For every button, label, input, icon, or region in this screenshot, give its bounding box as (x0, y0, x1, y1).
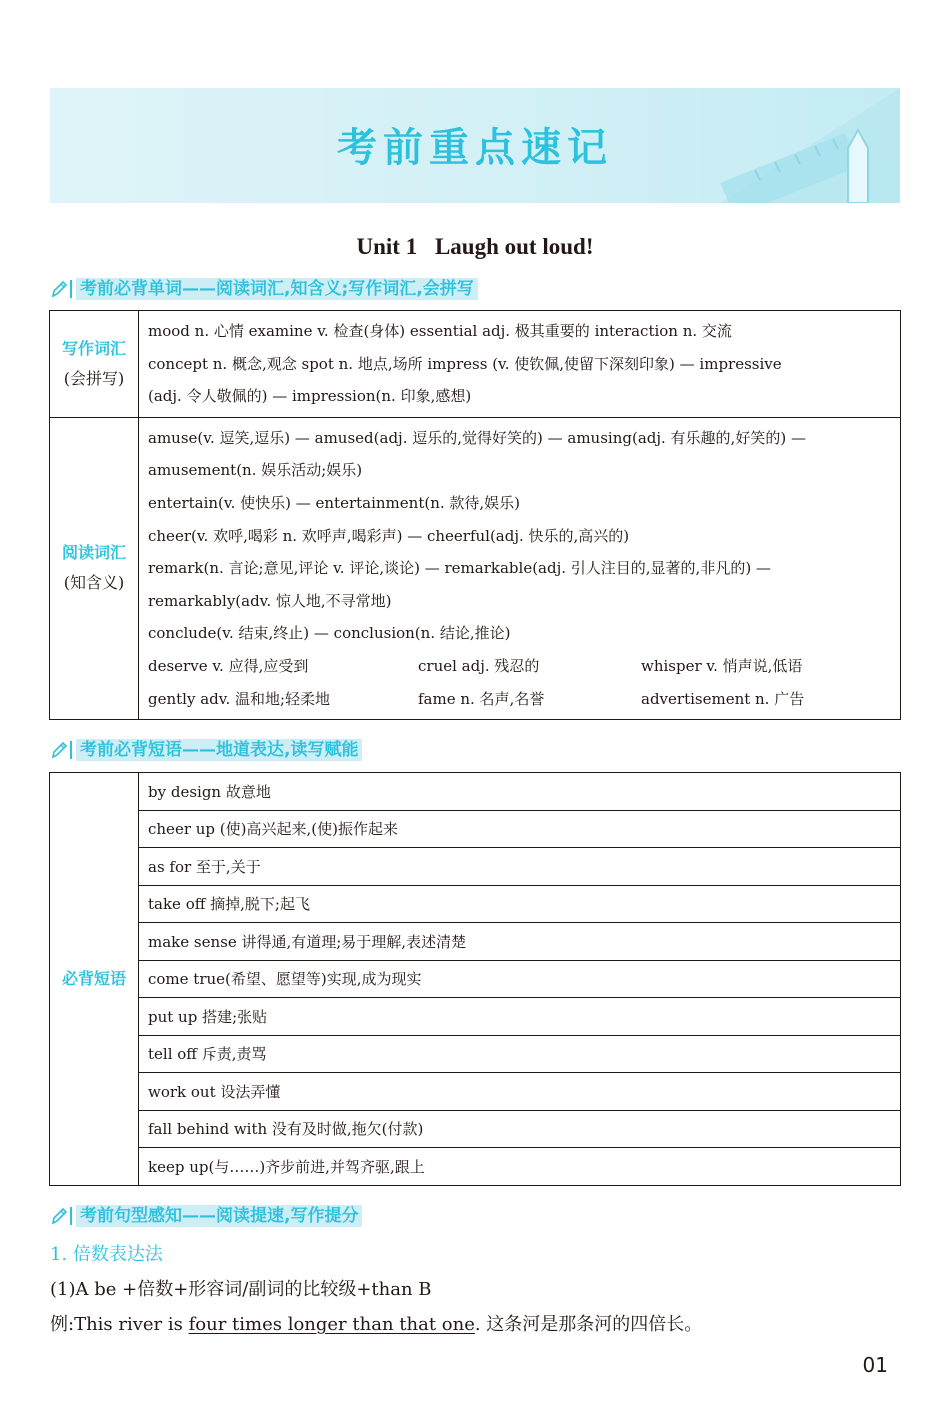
section-heading-text: 考前句型感知——阅读提速,写作提分 (76, 1205, 362, 1227)
reading-vocab-row (50, 417, 901, 719)
section-heading-sentences (50, 1205, 362, 1227)
vocab-line: amuse(v. 逗笑,逗乐) — amused(adj. 逗乐的,觉得好笑的) — amusing(adj. 有乐趣的,好笑的) — (148, 428, 806, 447)
vocab-grid-row (148, 683, 892, 716)
writing-label-text: 写作词汇 (61, 338, 126, 358)
vocab-line: conclude(v. 结束,终止) — conclusion(n. 结论,推论) (148, 624, 511, 643)
vocab-line: cheer(v. 欢呼,喝彩 n. 欢呼声,喝彩声) — cheerful(adj. 快乐的,高兴的) (148, 526, 630, 545)
vocab-line: remarkably(adv. 惊人地,不寻常地) (148, 591, 392, 610)
header-banner (50, 88, 900, 203)
example-underlined: four times longer than that one (188, 1314, 475, 1335)
reading-vocab-content (139, 417, 901, 719)
vocab-word: fame n. 名声,名誉 (418, 689, 545, 708)
phrase-item: as for 至于,关于 (139, 848, 901, 886)
phrases-table (49, 772, 901, 1186)
phrase-item: by design 故意地 (139, 773, 901, 811)
unit-title (0, 234, 950, 260)
phrase-row (50, 848, 901, 886)
phrase-row (50, 810, 901, 848)
pattern-heading: 1. 倍数表达法 (50, 1244, 163, 1265)
writing-vocab-row (50, 311, 901, 418)
phrase-row (50, 960, 901, 998)
writing-label-sub: (会拼写) (63, 368, 125, 388)
phrase-item: work out 设法弄懂 (139, 1073, 901, 1111)
example-suffix: . 这条河是那条河的四倍长。 (474, 1314, 703, 1335)
heading-bar (70, 741, 72, 759)
vocab-table (49, 310, 901, 720)
phrases-label-text: 必背短语 (61, 968, 126, 988)
phrase-item: tell off 斥责,责骂 (139, 1035, 901, 1073)
pencil-icon (50, 740, 68, 760)
pattern-example (50, 1310, 702, 1336)
page-title: 考前重点速记 (337, 125, 613, 171)
pencil-icon (50, 279, 68, 299)
phrase-item: take off 摘掉,脱下;起飞 (139, 885, 901, 923)
example-prefix: 例:This river is (50, 1314, 189, 1335)
section-heading-vocab (50, 278, 478, 300)
phrases-label (50, 773, 139, 1186)
vocab-line: remark(n. 言论;意见,评论 v. 评论,谈论) — remarkable(adj. 引人注目的,显著的,非凡的) — (148, 559, 771, 578)
reading-label-sub: (知含义) (63, 573, 125, 593)
writing-vocab-content (139, 311, 901, 418)
heading-bar (70, 280, 72, 298)
phrase-row (50, 1148, 901, 1186)
phrase-row (50, 773, 901, 811)
section-heading-text: 考前必背短语——地道表达,读写赋能 (76, 739, 362, 761)
vocab-line: entertain(v. 使快乐) — entertainment(n. 款待,娱乐) (148, 493, 521, 512)
phrase-row (50, 1110, 901, 1148)
unit-name: Laugh out loud! (434, 234, 594, 259)
phrase-row (50, 998, 901, 1036)
phrase-item: come true(希望、愿望等)实现,成为现实 (139, 960, 901, 998)
page-number: 01 (862, 1353, 888, 1377)
phrase-item: fall behind with 没有及时做,拖欠(付款) (139, 1110, 901, 1148)
section-heading-phrases (50, 739, 362, 761)
reading-vocab-label (50, 417, 139, 719)
vocab-line: concept n. 概念,观念 spot n. 地点,场所 impress (v. 使钦佩,使留下深刻印象) — impressive (148, 354, 782, 373)
heading-bar (70, 1207, 72, 1225)
phrase-row (50, 1035, 901, 1073)
unit-number: Unit 1 (356, 234, 418, 259)
section-heading-text: 考前必背单词——阅读词汇,知含义;写作词汇,会拼写 (76, 278, 478, 300)
phrase-item: cheer up (使)高兴起来,(使)振作起来 (139, 810, 901, 848)
vocab-word: deserve v. 应得,应受到 (148, 656, 309, 675)
vocab-word: whisper v. 悄声说,低语 (641, 656, 803, 675)
vocab-grid-row (148, 650, 892, 683)
vocab-line: (adj. 令人敬佩的) — impression(n. 印象,感想) (148, 387, 472, 406)
phrase-item: make sense 讲得通,有道理;易于理解,表述清楚 (139, 923, 901, 961)
phrase-row (50, 1073, 901, 1111)
vocab-line: mood n. 心情 examine v. 检查(身体) essential adj. 极其重要的 interaction n. 交流 (148, 322, 732, 340)
phrase-row (50, 885, 901, 923)
vocab-line: amusement(n. 娱乐活动;娱乐) (148, 461, 363, 480)
vocab-word: advertisement n. 广告 (641, 689, 805, 708)
phrase-item: put up 搭建;张贴 (139, 998, 901, 1036)
vocab-word: gently adv. 温和地;轻柔地 (148, 689, 331, 708)
pattern-formula: (1)A be +倍数+形容词/副词的比较级+than B (50, 1279, 432, 1300)
writing-vocab-label (50, 311, 139, 418)
phrase-item: keep up(与……)齐步前进,并驾齐驱,跟上 (139, 1148, 901, 1186)
phrase-row (50, 923, 901, 961)
reading-label-text: 阅读词汇 (61, 543, 126, 563)
pencil-icon (50, 1206, 68, 1226)
vocab-word: cruel adj. 残忍的 (418, 656, 540, 675)
